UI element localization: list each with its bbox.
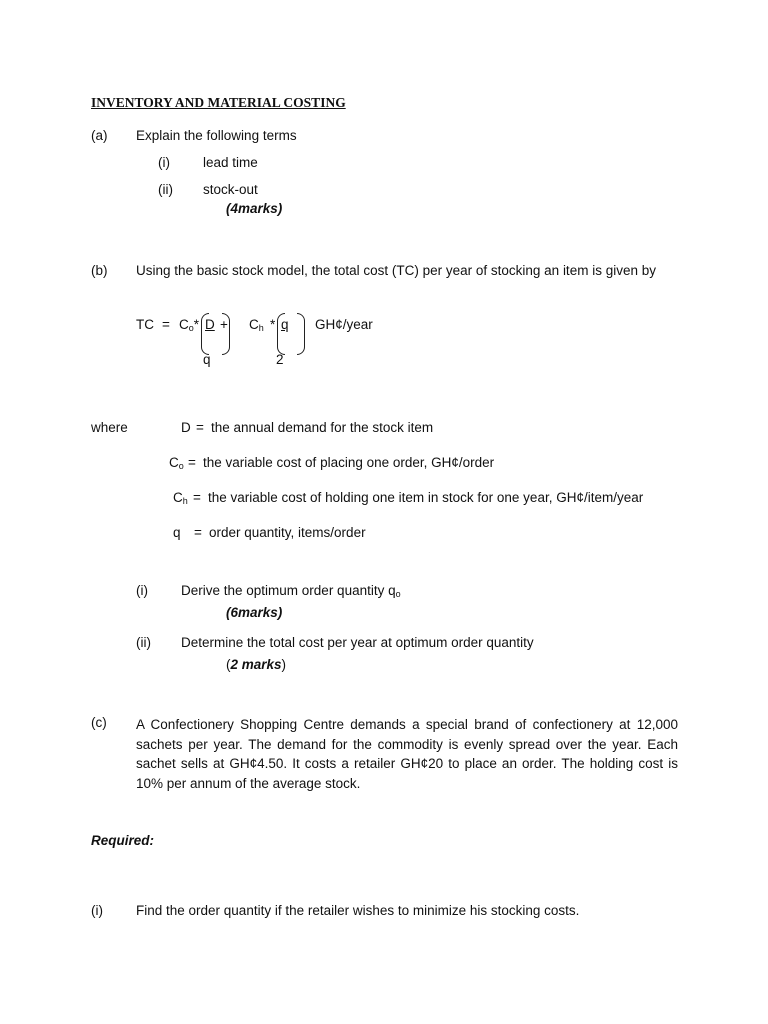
question-b-part-label: (ii) [136,635,151,650]
definition-equals: = [193,490,201,505]
question-a-marks: (4marks) [226,201,283,216]
definition-text: order quantity, items/order [209,525,366,540]
question-b-part-text: Determine the total cost per year at optimum order quantity [181,635,534,650]
formula-co: $C_o*$ [179,317,200,333]
question-b-label: (b) [91,263,108,278]
formula-denominator-q: q [203,352,211,367]
formula-unit: GH¢/year [315,317,373,332]
definition-text: the annual demand for the stock item [211,420,434,435]
right-bracket-2 [297,313,305,355]
right-bracket-1 [222,313,230,355]
question-a-item-label: (ii) [158,182,173,197]
formula-lhs: TC [136,317,154,332]
formula-multiply: * [270,317,276,332]
required-heading: Required: [91,833,155,848]
question-b-part-marks: (6marks) [226,605,283,620]
definition-symbol: q [173,525,181,540]
question-a-label: (a) [91,128,108,143]
question-b-part-text: Derive the optimum order quantity $q_o$ [181,583,401,599]
formula-ch: $C_h$ [249,317,264,333]
question-c-label: (c) [91,715,107,730]
definition-symbol: $C_h$ [173,490,188,506]
definition-equals: = [196,420,204,435]
question-b-text: Using the basic stock model, the total cost (TC) per year of stocking an item is given by [136,263,656,278]
question-a-item-text: stock-out [203,182,258,197]
formula-equals: = [162,317,170,332]
question-a-item-label: (i) [158,155,170,170]
where-label: where [91,420,128,435]
question-c-part-text: Find the order quantity if the retailer wishes to minimize his stocking costs. [136,903,580,918]
definition-equals: = [188,455,196,470]
definition-equals: = [194,525,202,540]
formula-denominator-2: 2 [276,352,284,367]
question-b-part-marks: (2 marks) [226,657,287,672]
formula-numerator-q: q [281,317,289,332]
definition-symbol: $C_o$ [169,455,184,471]
question-a-text: Explain the following terms [136,128,297,143]
definition-text: the variable cost of placing one order, GH¢/order [203,455,495,470]
question-c-part-label: (i) [91,903,103,918]
formula-numerator-d: D [205,317,215,332]
page-title: INVENTORY AND MATERIAL COSTING [91,95,346,110]
question-a-item-text: lead time [203,155,258,170]
question-c-text: A Confectionery Shopping Centre demands a special brand of confectionery at 12,000 sachets per year. The demand for the commodity is evenly spread over the year. Each sachet sells at GH¢4.50. It costs a retailer GH¢20 to place an order. The holding cost is 10% per annum of the average stock. [136,717,678,791]
definition-text: the variable cost of holding one item in stock for one year, GH¢/item/year [208,490,644,505]
formula-plus: + [220,317,228,332]
question-b-part-label: (i) [136,583,148,598]
definition-symbol: D [181,420,191,435]
